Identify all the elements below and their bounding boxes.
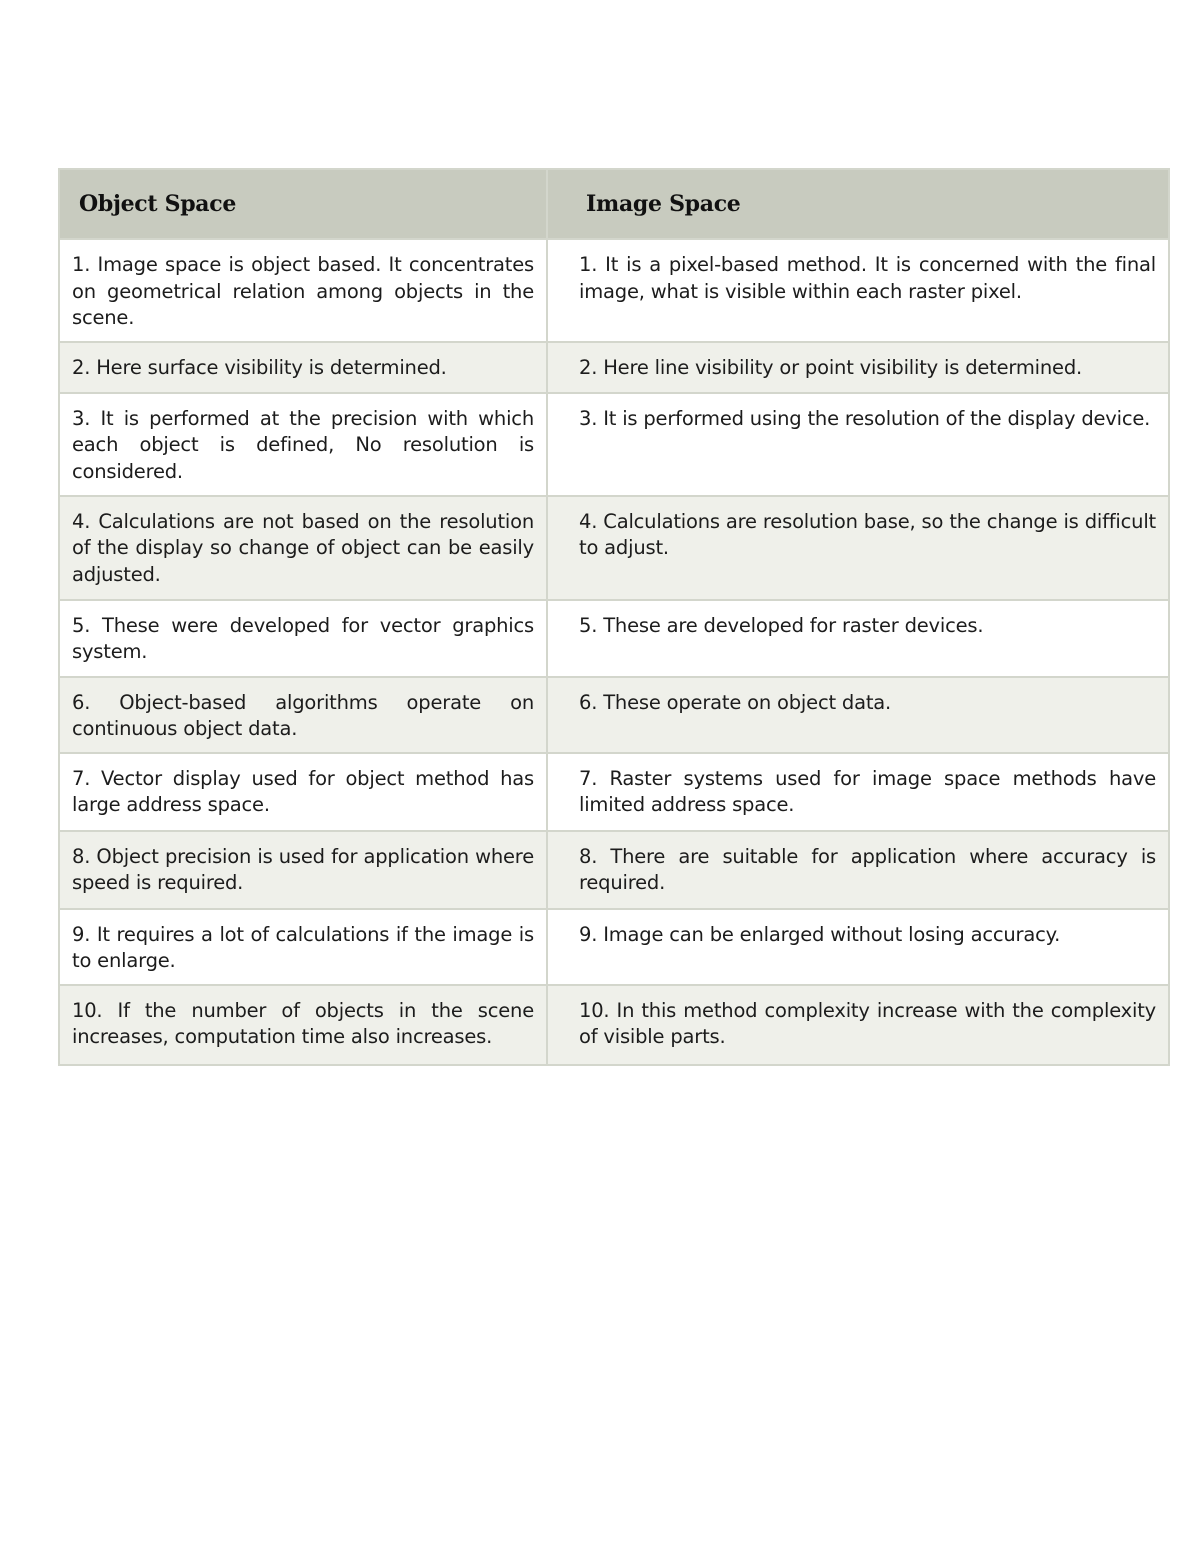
object-space-cell: 3. It is performed at the precision with which each object is defined, No resolution is considered. xyxy=(59,393,547,496)
object-space-cell: 5. These were developed for vector graphics system. xyxy=(59,600,547,677)
image-space-cell: 3. It is performed using the resolution of the display device. xyxy=(547,393,1169,496)
table-header-row xyxy=(59,169,1169,239)
table-row xyxy=(59,393,1169,496)
comparison-table xyxy=(58,168,1170,1066)
object-space-cell: 2. Here surface visibility is determined. xyxy=(59,342,547,393)
object-space-cell: 1. Image space is object based. It concentrates on geometrical relation among objects in the scene. xyxy=(59,239,547,342)
header-image-space: Image Space xyxy=(547,169,1169,239)
image-space-cell: 1. It is a pixel-based method. It is concerned with the final image, what is visible within each raster pixel. xyxy=(547,239,1169,342)
object-space-cell: 4. Calculations are not based on the resolution of the display so change of object can be easily adjusted. xyxy=(59,496,547,600)
table-row xyxy=(59,909,1169,985)
header-object-space: Object Space xyxy=(59,169,547,239)
image-space-cell: 7. Raster systems used for image space methods have limited address space. xyxy=(547,753,1169,831)
table-row xyxy=(59,342,1169,393)
image-space-cell: 10. In this method complexity increase with the complexity of visible parts. xyxy=(547,985,1169,1065)
object-space-cell: 6. Object-based algorithms operate on continuous object data. xyxy=(59,677,547,753)
image-space-cell: 4. Calculations are resolution base, so the change is difficult to adjust. xyxy=(547,496,1169,600)
table-row xyxy=(59,753,1169,831)
table-row xyxy=(59,677,1169,753)
table-row xyxy=(59,239,1169,342)
image-space-cell: 6. These operate on object data. xyxy=(547,677,1169,753)
image-space-cell: 5. These are developed for raster devices. xyxy=(547,600,1169,677)
table-row xyxy=(59,496,1169,600)
object-space-cell: 10. If the number of objects in the scene increases, computation time also increases. xyxy=(59,985,547,1065)
object-space-cell: 9. It requires a lot of calculations if the image is to enlarge. xyxy=(59,909,547,985)
table-row xyxy=(59,831,1169,909)
image-space-cell: 8. There are suitable for application where accuracy is required. xyxy=(547,831,1169,909)
object-space-cell: 7. Vector display used for object method has large address space. xyxy=(59,753,547,831)
table-row xyxy=(59,985,1169,1065)
object-space-cell: 8. Object precision is used for application where speed is required. xyxy=(59,831,547,909)
image-space-cell: 2. Here line visibility or point visibility is determined. xyxy=(547,342,1169,393)
table-row xyxy=(59,600,1169,677)
image-space-cell: 9. Image can be enlarged without losing accuracy. xyxy=(547,909,1169,985)
